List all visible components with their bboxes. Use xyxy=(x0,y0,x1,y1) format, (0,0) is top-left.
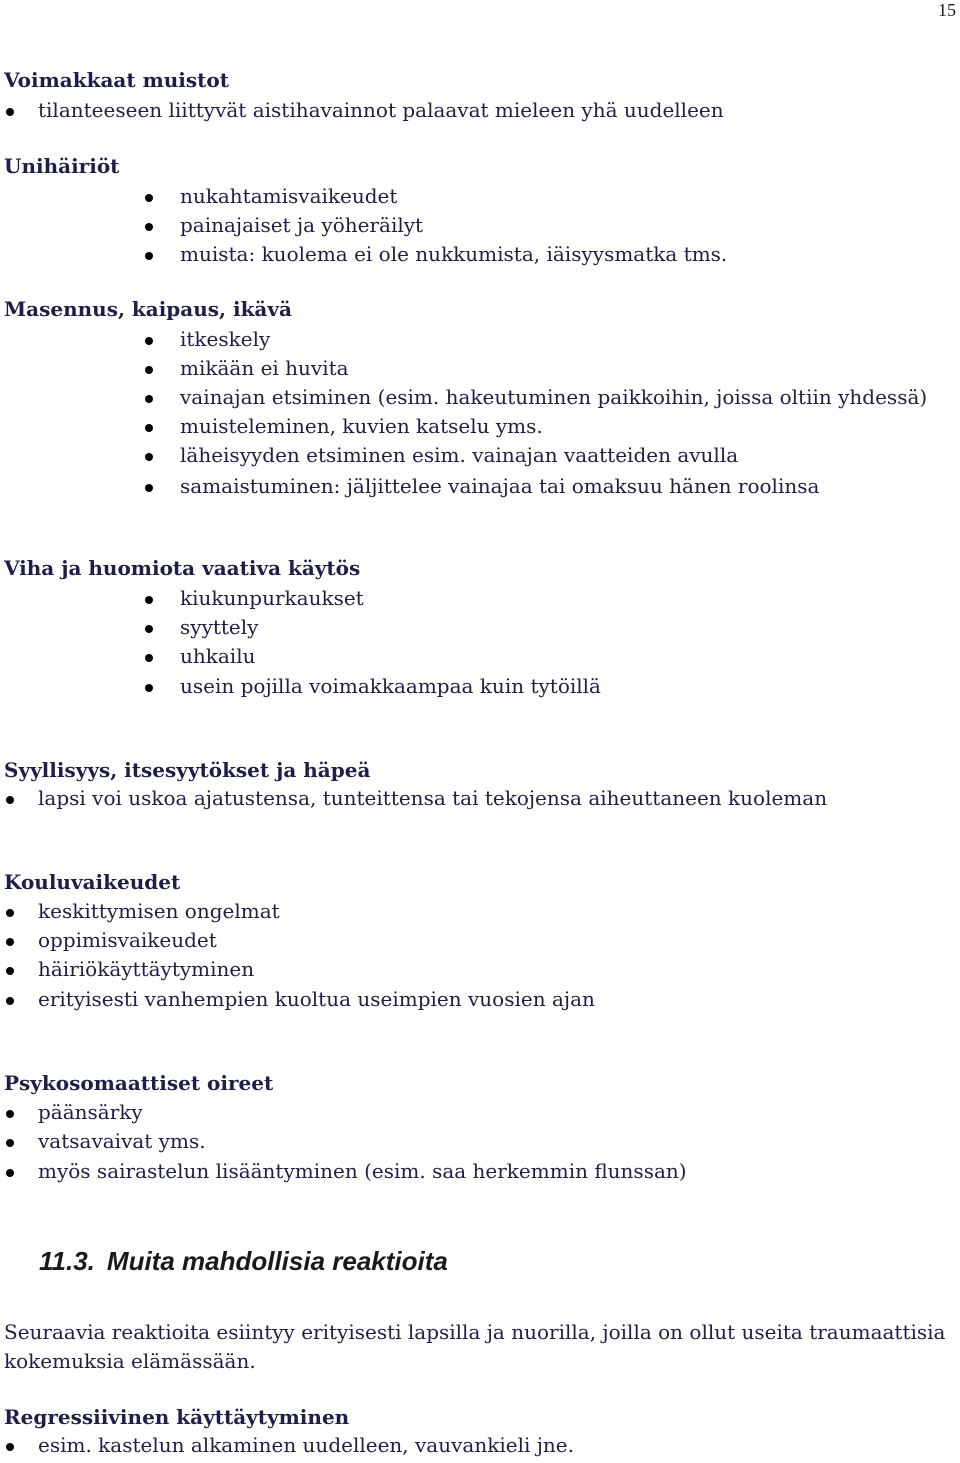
heading-regressiivinen: Regressiivinen käyttäytyminen xyxy=(4,1405,350,1429)
bullet-icon xyxy=(6,1110,14,1118)
list-item: samaistuminen: jäljittelee vainajaa tai omaksuu hänen roolinsa xyxy=(180,474,820,498)
list-item: lapsi voi uskoa ajatustensa, tunteittensa tai tekojensa aiheuttaneen kuoleman xyxy=(38,786,828,810)
bullet-icon xyxy=(6,967,14,975)
bullet-icon xyxy=(6,1443,14,1451)
list-item: uhkailu xyxy=(180,644,256,668)
list-item: usein pojilla voimakkaampaa kuin tytöillä xyxy=(180,674,601,698)
list-item: itkeskely xyxy=(180,327,271,351)
list-item: painajaiset ja yöheräilyt xyxy=(180,213,424,237)
heading-voimakkaat-muistot: Voimakkaat muistot xyxy=(4,68,229,92)
bullet-icon xyxy=(6,1139,14,1147)
bullet-icon xyxy=(145,625,153,633)
bullet-icon xyxy=(145,654,153,662)
bullet-icon xyxy=(6,997,14,1005)
section-number: 11.3. xyxy=(39,1246,95,1276)
heading-kouluvaikeudet: Kouluvaikeudet xyxy=(4,870,181,894)
intro-paragraph-line: kokemuksia elämässään. xyxy=(4,1349,256,1373)
bullet-icon xyxy=(6,108,14,116)
list-item: erityisesti vanhempien kuoltua useimpien vuosien ajan xyxy=(38,987,595,1011)
bullet-icon xyxy=(145,223,153,231)
page-number: 15 xyxy=(938,0,956,20)
intro-paragraph-line: Seuraavia reaktioita esiintyy erityisesti lapsilla ja nuorilla, joilla on ollut useita traumaattisia xyxy=(4,1320,946,1344)
section-title xyxy=(39,1246,448,1277)
list-item: muisteleminen, kuvien katselu yms. xyxy=(180,414,543,438)
bullet-icon xyxy=(6,938,14,946)
list-item: myös sairastelun lisääntyminen (esim. saa herkemmin flunssan) xyxy=(38,1159,687,1183)
bullet-icon xyxy=(6,909,14,917)
bullet-icon xyxy=(145,337,153,345)
list-item: mikään ei huvita xyxy=(180,356,349,380)
list-item: päänsärky xyxy=(38,1100,143,1124)
list-item: vatsavaivat yms. xyxy=(38,1129,206,1153)
list-item: tilanteeseen liittyvät aistihavainnot palaavat mieleen yhä uudelleen xyxy=(38,98,724,122)
heading-masennus: Masennus, kaipaus, ikävä xyxy=(4,297,292,321)
heading-psykosomaattiset: Psykosomaattiset oireet xyxy=(4,1071,274,1095)
bullet-icon xyxy=(145,596,153,604)
bullet-icon xyxy=(145,194,153,202)
bullet-icon xyxy=(145,453,153,461)
bullet-icon xyxy=(145,366,153,374)
list-item: läheisyyden etsiminen esim. vainajan vaatteiden avulla xyxy=(180,443,739,467)
heading-syyllisyys: Syyllisyys, itsesyytökset ja häpeä xyxy=(4,758,371,782)
heading-viha: Viha ja huomiota vaativa käytös xyxy=(4,556,361,580)
bullet-icon xyxy=(145,684,153,692)
section-title-text: Muita mahdollisia reaktioita xyxy=(106,1246,448,1276)
list-item: vainajan etsiminen (esim. hakeutuminen paikkoihin, joissa oltiin yhdessä) xyxy=(180,385,928,409)
bullet-icon xyxy=(145,424,153,432)
bullet-icon xyxy=(145,484,153,492)
bullet-icon xyxy=(6,796,14,804)
list-item: häiriökäyttäytyminen xyxy=(38,957,255,981)
list-item: esim. kastelun alkaminen uudelleen, vauvankieli jne. xyxy=(38,1433,574,1457)
bullet-icon xyxy=(6,1169,14,1177)
bullet-icon xyxy=(145,252,153,260)
bullet-icon xyxy=(145,395,153,403)
list-item: syyttely xyxy=(180,615,259,639)
list-item: kiukunpurkaukset xyxy=(180,586,364,610)
list-item: oppimisvaikeudet xyxy=(38,928,217,952)
list-item: keskittymisen ongelmat xyxy=(38,899,280,923)
list-item: muista: kuolema ei ole nukkumista, iäisyysmatka tms. xyxy=(180,242,728,266)
list-item: nukahtamisvaikeudet xyxy=(180,184,398,208)
heading-unihairiot: Unihäiriöt xyxy=(4,154,120,178)
